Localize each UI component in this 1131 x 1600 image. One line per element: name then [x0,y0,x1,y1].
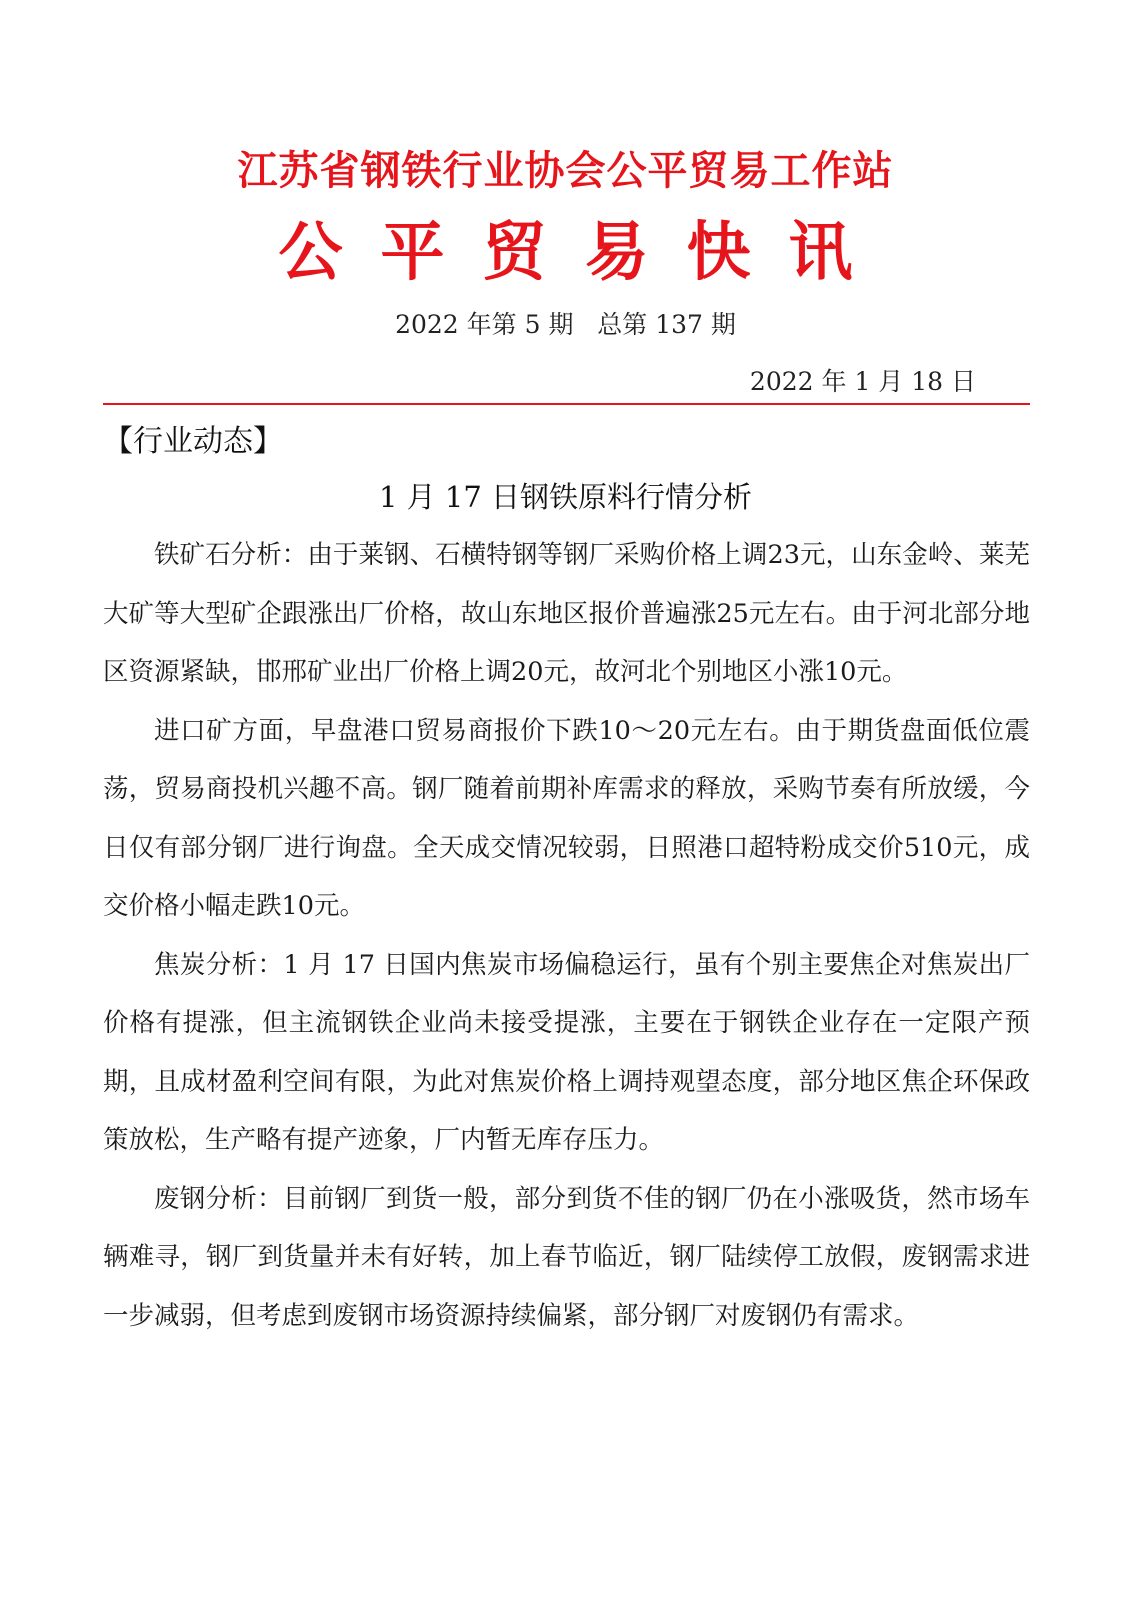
organization-title: 江苏省钢铁行业协会公平贸易工作站 [237,148,894,194]
article-title: 1 月 17 日钢铁原料行情分析 [378,480,752,514]
paragraph-iron-ore: 铁矿石分析：由于莱钢、石横特钢等钢厂采购价格上调23元，山东金岭、莱芜大矿等大型矿企跟涨出厂价格，故山东地区报价普遍涨25元左右。由于河北部分地区资源紧缺，邯邢矿业出厂价格上调20元，故河北个别地区小涨10元。 [103,540,1030,687]
header-divider [103,403,1030,405]
section-label: 【行业动态】 [103,424,283,459]
publication-date: 2022 年 1 月 18 日 [749,367,976,396]
paragraph-scrap-steel: 废钢分析：目前钢厂到货一般，部分到货不佳的钢厂仍在小涨吸货，然市场车辆难寻，钢厂到货量并未有好转，加上春节临近，钢厂陆续停工放假，废钢需求进一步减弱，但考虑到废钢市场资源持续偏紧，部分钢厂对废钢仍有需求。 [103,1183,1030,1331]
issue-number [0,308,1131,342]
paragraph-imported-ore: 进口矿方面，早盘港口贸易商报价下跌10～20元左右。由于期货盘面低位震荡，贸易商投机兴趣不高。钢厂随着前期补库需求的释放，采购节奏有所放缓，今日仅有部分钢厂进行询盘。全天成交情况较弱，日照港口超特粉成交价510元，成交价格小幅走跌10元。 [103,715,1030,921]
article-body [103,526,1030,1345]
paragraph-coke: 焦炭分析：1 月 17 日国内焦炭市场偏稳运行，虽有个别主要焦企对焦炭出厂价格有提涨，但主流钢铁企业尚未接受提涨，主要在于钢铁企业存在一定限产预期，且成材盈利空间有限，为此对焦炭价格上调持观望态度，部分地区焦企环保政策放松，生产略有提产迹象，厂内暂无库存压力。 [103,949,1030,1155]
publication-title: 公平贸易快讯 [278,215,891,290]
issue-text: 2022 年第 5 期 总第 137 期 [395,310,736,339]
